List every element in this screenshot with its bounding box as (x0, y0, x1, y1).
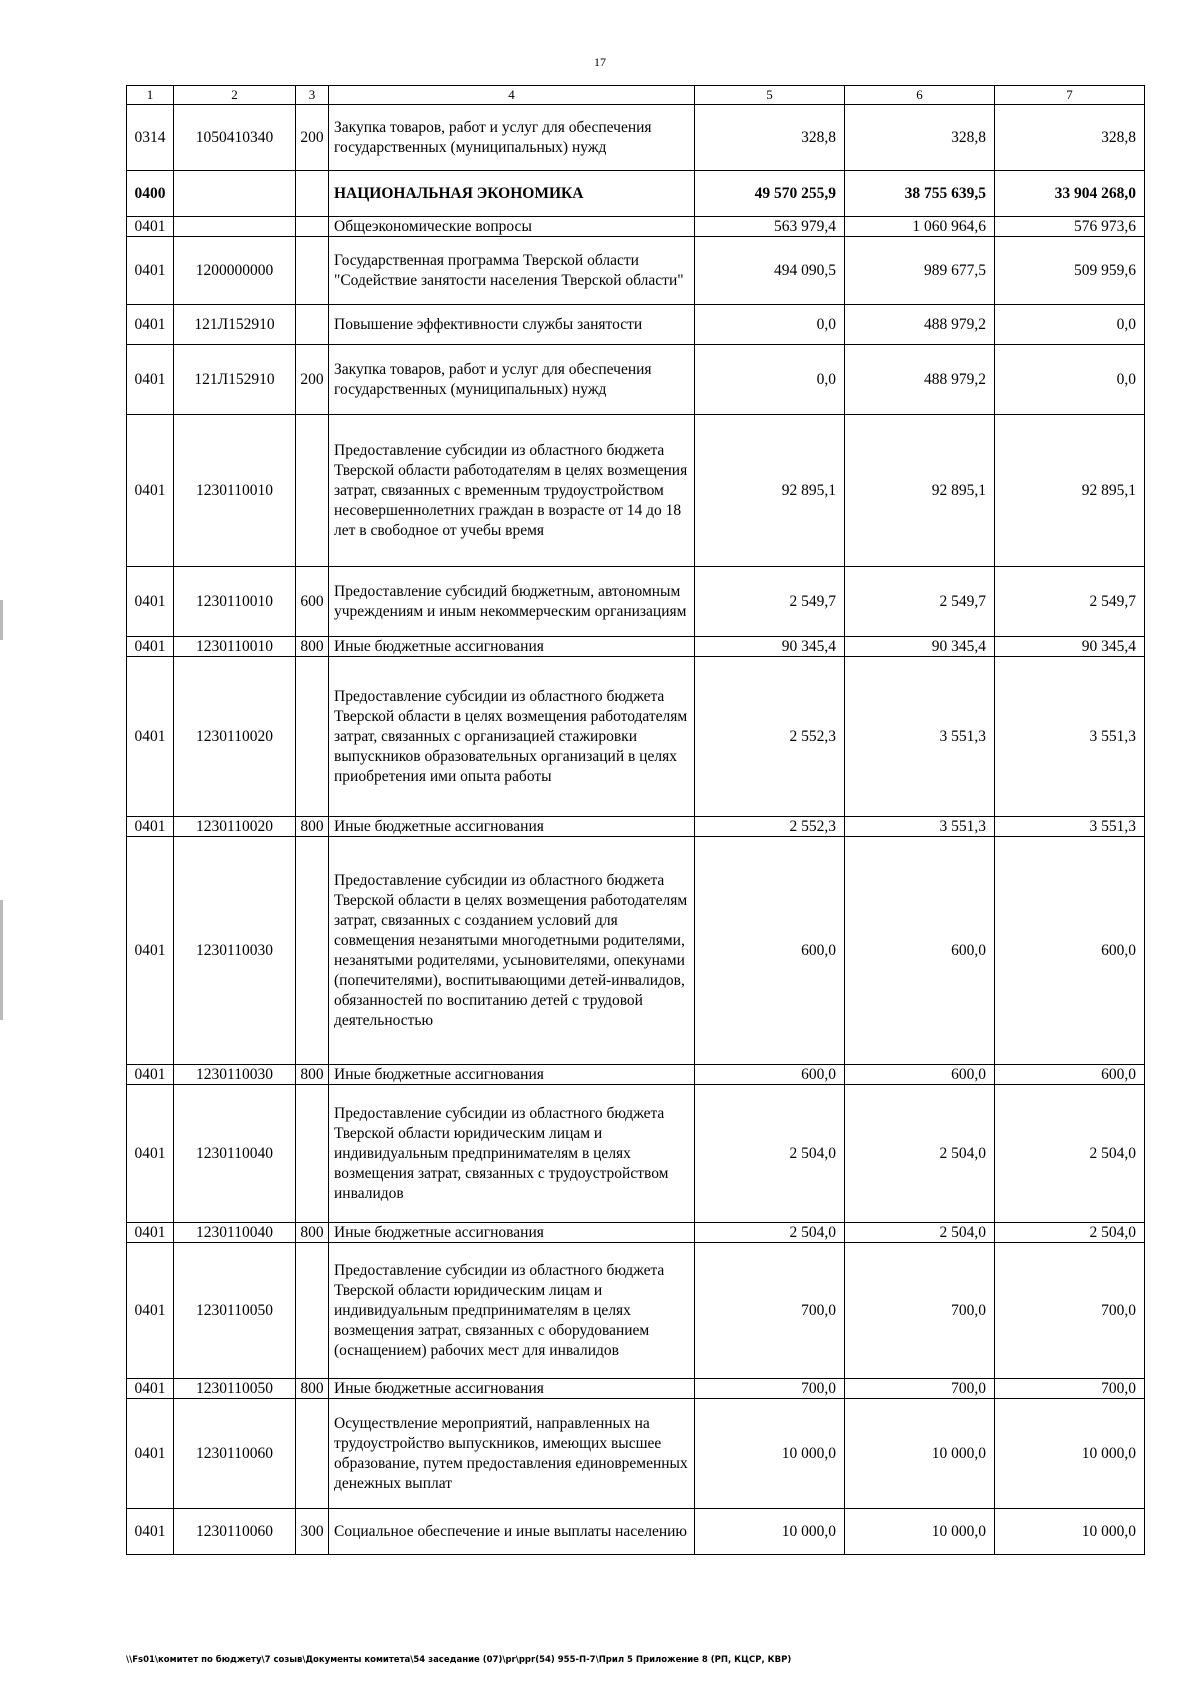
amount-col6: 328,8 (845, 105, 995, 171)
section-code: 0401 (127, 1399, 174, 1509)
item-name: НАЦИОНАЛЬНАЯ ЭКОНОМИКА (329, 171, 695, 217)
table-row (127, 567, 1145, 637)
item-name: Предоставление субсидии из областного бюджета Тверской области юридическим лицам и индивидуальным предпринимателям в целях возмещения затрат, связанных с оборудованием (оснащением) рабочих мест для инвалидов (329, 1243, 695, 1379)
expense-type-code: 800 (296, 1223, 329, 1243)
expense-type-code (296, 415, 329, 567)
amount-col7: 2 504,0 (995, 1223, 1145, 1243)
budget-table-wrapper (126, 85, 1144, 1555)
target-code: 1230110060 (174, 1399, 296, 1509)
amount-col7: 600,0 (995, 1065, 1145, 1085)
amount-col6: 488 979,2 (845, 305, 995, 345)
table-row (127, 171, 1145, 217)
amount-col7: 600,0 (995, 837, 1145, 1065)
amount-col6: 3 551,3 (845, 817, 995, 837)
section-code: 0401 (127, 415, 174, 567)
header-cell: 2 (174, 86, 296, 105)
expense-type-code: 300 (296, 1509, 329, 1555)
amount-col7: 328,8 (995, 105, 1145, 171)
amount-col7: 10 000,0 (995, 1399, 1145, 1509)
expense-type-code: 800 (296, 637, 329, 657)
expense-type-code: 800 (296, 1065, 329, 1085)
amount-col7: 0,0 (995, 345, 1145, 415)
table-row (127, 637, 1145, 657)
page-number: 17 (594, 55, 606, 69)
amount-col5: 10 000,0 (695, 1399, 845, 1509)
amount-col6: 90 345,4 (845, 637, 995, 657)
table-row (127, 217, 1145, 237)
amount-col6: 10 000,0 (845, 1509, 995, 1555)
section-code: 0401 (127, 1065, 174, 1085)
amount-col7: 92 895,1 (995, 415, 1145, 567)
amount-col7: 90 345,4 (995, 637, 1145, 657)
expense-type-code (296, 305, 329, 345)
section-code: 0401 (127, 817, 174, 837)
item-name: Предоставление субсидии из областного бюджета Тверской области юридическим лицам и индивидуальным предпринимателям в целях возмещения затрат, связанных с трудоустройством инвалидов (329, 1085, 695, 1223)
header-cell: 3 (296, 86, 329, 105)
amount-col6: 10 000,0 (845, 1399, 995, 1509)
item-name: Предоставление субсидии из областного бюджета Тверской области в целях возмещения работодателям затрат, связанных с организацией стажировки выпускников образовательных организаций в целях приобретения ими опыта работы (329, 657, 695, 817)
amount-col7: 33 904 268,0 (995, 171, 1145, 217)
item-name: Иные бюджетные ассигнования (329, 1223, 695, 1243)
section-code: 0314 (127, 105, 174, 171)
amount-col7: 700,0 (995, 1243, 1145, 1379)
expense-type-code (296, 171, 329, 217)
item-name: Предоставление субсидий бюджетным, автономным учреждениям и иным некоммерческим организациям (329, 567, 695, 637)
expense-type-code: 600 (296, 567, 329, 637)
amount-col7: 2 504,0 (995, 1085, 1145, 1223)
section-code: 0401 (127, 567, 174, 637)
amount-col5: 0,0 (695, 305, 845, 345)
target-code: 121Л152910 (174, 305, 296, 345)
table-row (127, 1509, 1145, 1555)
amount-col5: 2 504,0 (695, 1085, 845, 1223)
target-code: 1230110020 (174, 817, 296, 837)
section-code: 0401 (127, 1243, 174, 1379)
target-code: 1230110010 (174, 415, 296, 567)
header-row (127, 86, 1145, 105)
amount-col5: 90 345,4 (695, 637, 845, 657)
target-code: 1230110050 (174, 1243, 296, 1379)
table-row (127, 1243, 1145, 1379)
table-row (127, 105, 1145, 171)
section-code: 0401 (127, 217, 174, 237)
item-name: Предоставление субсидии из областного бюджета Тверской области работодателям в целях возмещения затрат, связанных с временным трудоустройством несовершеннолетних граждан в возрасте от 14 до 18 лет в свободное от учебы время (329, 415, 695, 567)
scan-edge-mark (0, 900, 3, 1020)
table-row (127, 237, 1145, 305)
section-code: 0401 (127, 657, 174, 817)
item-name: Общеэкономические вопросы (329, 217, 695, 237)
budget-table (126, 85, 1145, 1555)
section-code: 0401 (127, 345, 174, 415)
section-code: 0401 (127, 1223, 174, 1243)
target-code: 1230110040 (174, 1223, 296, 1243)
expense-type-code: 800 (296, 817, 329, 837)
amount-col6: 989 677,5 (845, 237, 995, 305)
amount-col5: 2 549,7 (695, 567, 845, 637)
amount-col6: 2 504,0 (845, 1223, 995, 1243)
amount-col7: 576 973,6 (995, 217, 1145, 237)
amount-col6: 38 755 639,5 (845, 171, 995, 217)
amount-col6: 700,0 (845, 1243, 995, 1379)
section-code: 0401 (127, 1379, 174, 1399)
table-row (127, 1379, 1145, 1399)
amount-col6: 3 551,3 (845, 657, 995, 817)
target-code: 1230110030 (174, 1065, 296, 1085)
section-code: 0400 (127, 171, 174, 217)
expense-type-code: 200 (296, 345, 329, 415)
header-cell: 6 (845, 86, 995, 105)
amount-col5: 600,0 (695, 1065, 845, 1085)
amount-col6: 488 979,2 (845, 345, 995, 415)
amount-col7: 10 000,0 (995, 1509, 1145, 1555)
amount-col6: 600,0 (845, 837, 995, 1065)
target-code: 1230110020 (174, 657, 296, 817)
target-code: 1230110040 (174, 1085, 296, 1223)
amount-col5: 49 570 255,9 (695, 171, 845, 217)
scan-edge-mark (0, 600, 3, 640)
target-code: 1230110060 (174, 1509, 296, 1555)
item-name: Иные бюджетные ассигнования (329, 1065, 695, 1085)
header-cell: 4 (329, 86, 695, 105)
item-name: Иные бюджетные ассигнования (329, 637, 695, 657)
item-name: Иные бюджетные ассигнования (329, 1379, 695, 1399)
amount-col5: 700,0 (695, 1379, 845, 1399)
target-code: 1200000000 (174, 237, 296, 305)
expense-type-code (296, 837, 329, 1065)
table-row (127, 1399, 1145, 1509)
expense-type-code (296, 1399, 329, 1509)
amount-col6: 2 504,0 (845, 1085, 995, 1223)
item-name: Предоставление субсидии из областного бюджета Тверской области в целях возмещения работодателям затрат, связанных с созданием условий для совмещения незанятыми многодетными родителями, незанятыми родителями, усыновителями, опекунами (попечителями), воспитывающими детей-инвалидов, обязанностей по воспитанию детей с трудовой деятельностью (329, 837, 695, 1065)
section-code: 0401 (127, 637, 174, 657)
amount-col6: 700,0 (845, 1379, 995, 1399)
item-name: Осуществление мероприятий, направленных на трудоустройство выпускников, имеющих высшее образование, путем предоставления единовременных денежных выплат (329, 1399, 695, 1509)
amount-col7: 3 551,3 (995, 657, 1145, 817)
target-code (174, 171, 296, 217)
table-row (127, 817, 1145, 837)
amount-col7: 3 551,3 (995, 817, 1145, 837)
expense-type-code (296, 1243, 329, 1379)
amount-col5: 328,8 (695, 105, 845, 171)
item-name: Повышение эффективности службы занятости (329, 305, 695, 345)
target-code (174, 217, 296, 237)
amount-col7: 700,0 (995, 1379, 1145, 1399)
item-name: Закупка товаров, работ и услуг для обеспечения государственных (муниципальных) нужд (329, 105, 695, 171)
target-code: 1230110010 (174, 637, 296, 657)
file-path-footer: \\Fs01\комитет по бюджету\7 созыв\Документы комитета\54 заседание (07)\pr\ppr(54) 955-П-7\Прил 5 Приложение 8 (РП, КЦСР, КВР) (126, 1655, 792, 1665)
table-row (127, 1085, 1145, 1223)
expense-type-code (296, 217, 329, 237)
expense-type-code (296, 657, 329, 817)
amount-col7: 509 959,6 (995, 237, 1145, 305)
amount-col5: 2 504,0 (695, 1223, 845, 1243)
table-row (127, 1065, 1145, 1085)
amount-col5: 92 895,1 (695, 415, 845, 567)
amount-col5: 2 552,3 (695, 817, 845, 837)
amount-col5: 494 090,5 (695, 237, 845, 305)
target-code: 1050410340 (174, 105, 296, 171)
amount-col5: 563 979,4 (695, 217, 845, 237)
expense-type-code: 200 (296, 105, 329, 171)
expense-type-code (296, 1085, 329, 1223)
target-code: 121Л152910 (174, 345, 296, 415)
table-row (127, 837, 1145, 1065)
table-row (127, 657, 1145, 817)
amount-col7: 2 549,7 (995, 567, 1145, 637)
section-code: 0401 (127, 837, 174, 1065)
item-name: Закупка товаров, работ и услуг для обеспечения государственных (муниципальных) нужд (329, 345, 695, 415)
table-row (127, 305, 1145, 345)
section-code: 0401 (127, 237, 174, 305)
table-row (127, 415, 1145, 567)
amount-col7: 0,0 (995, 305, 1145, 345)
amount-col6: 600,0 (845, 1065, 995, 1085)
amount-col6: 92 895,1 (845, 415, 995, 567)
amount-col5: 700,0 (695, 1243, 845, 1379)
section-code: 0401 (127, 305, 174, 345)
amount-col5: 10 000,0 (695, 1509, 845, 1555)
target-code: 1230110010 (174, 567, 296, 637)
section-code: 0401 (127, 1085, 174, 1223)
item-name: Государственная программа Тверской области "Содействие занятости населения Тверской области" (329, 237, 695, 305)
item-name: Иные бюджетные ассигнования (329, 817, 695, 837)
item-name: Социальное обеспечение и иные выплаты населению (329, 1509, 695, 1555)
header-cell: 1 (127, 86, 174, 105)
expense-type-code: 800 (296, 1379, 329, 1399)
table-row (127, 345, 1145, 415)
header-cell: 7 (995, 86, 1145, 105)
header-cell: 5 (695, 86, 845, 105)
amount-col5: 0,0 (695, 345, 845, 415)
table-row (127, 1223, 1145, 1243)
amount-col6: 2 549,7 (845, 567, 995, 637)
target-code: 1230110030 (174, 837, 296, 1065)
target-code: 1230110050 (174, 1379, 296, 1399)
amount-col5: 2 552,3 (695, 657, 845, 817)
amount-col6: 1 060 964,6 (845, 217, 995, 237)
section-code: 0401 (127, 1509, 174, 1555)
amount-col5: 600,0 (695, 837, 845, 1065)
expense-type-code (296, 237, 329, 305)
